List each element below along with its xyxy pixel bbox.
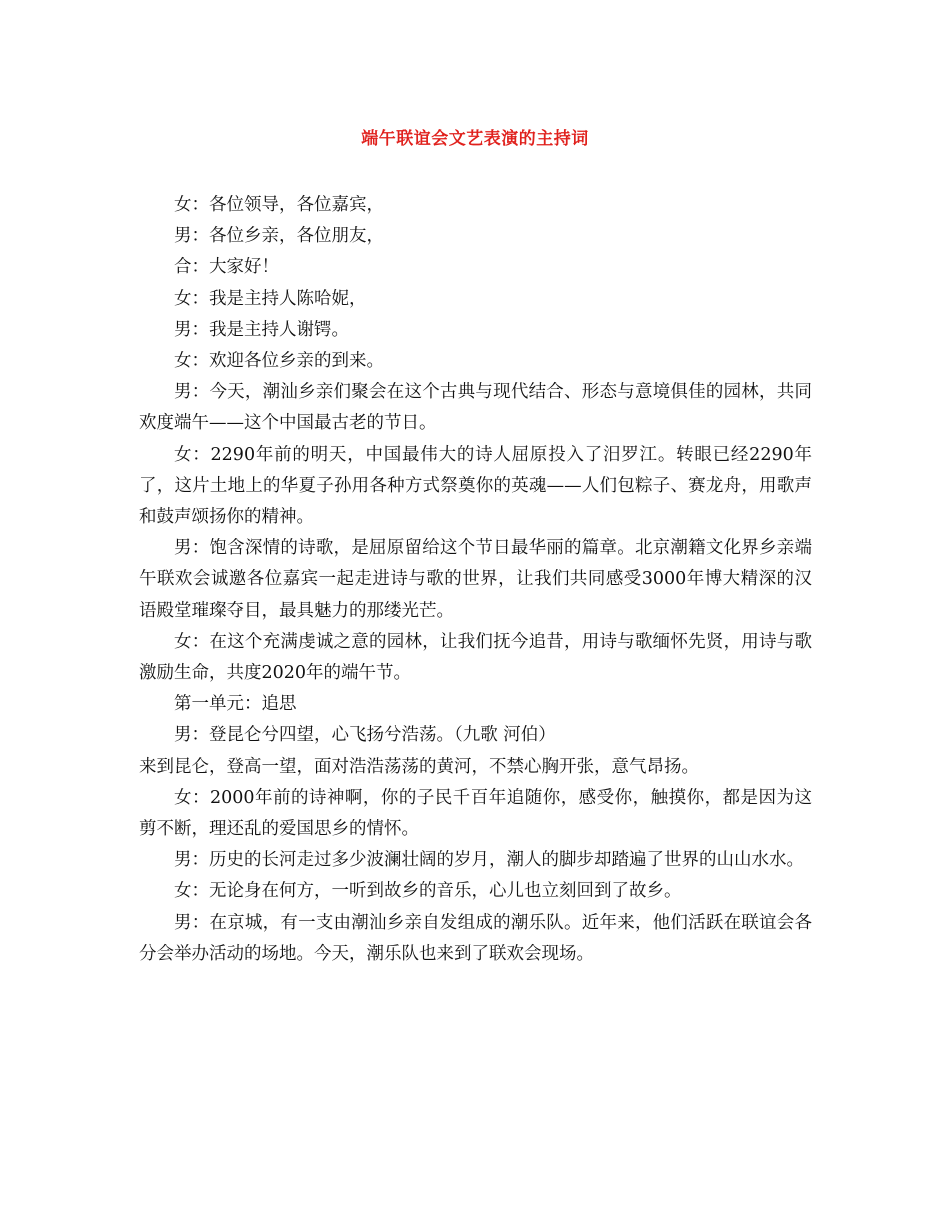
paragraph: 合：大家好！ xyxy=(174,257,279,278)
document-body xyxy=(139,190,812,970)
paragraph: 女：在这个充满虔诚之意的园林，让我们抚今追昔，用诗与歌缅怀先贤，用诗与歌激励生命，共度2020年的端午节。 xyxy=(139,631,812,684)
paragraph: 女：各位领导，各位嘉宾， xyxy=(174,195,384,215)
paragraph: 女：2290年前的明天，中国最伟大的诗人屈原投入了汨罗江。转眼已经2290年了，这片土地上的华夏子孙用各种方式祭奠你的英魂——人们包粽子、赛龙舟，用歌声和鼓声颂扬你的精神。 xyxy=(139,444,812,528)
paragraph: 男：饱含深情的诗歌，是屈原留给这个节日最华丽的篇章。北京潮籍文化界乡亲端午联欢会诚邀各位嘉宾一起走进诗与歌的世界，让我们共同感受3000年博大精深的汉语殿堂璀璨夺目，最具魅力的那缕光芒。 xyxy=(139,538,812,621)
paragraph: 男：登昆仑兮四望，心飞扬兮浩荡。（九歌 河伯） xyxy=(174,725,556,746)
paragraph: 来到昆仑，登高一望，面对浩浩荡荡的黄河，不禁心胸开张，意气昂扬。 xyxy=(139,756,699,777)
document-title: 端午联谊会文艺表演的主持词 xyxy=(361,129,589,149)
paragraph: 男：各位乡亲，各位朋友， xyxy=(174,226,384,247)
paragraph: 男：历史的长河走过多少波澜壮阔的岁月，潮人的脚步却踏遍了世界的山山水水。 xyxy=(174,850,804,871)
paragraph: 男：今天，潮汕乡亲们聚会在这个古典与现代结合、形态与意境俱佳的园林，共同欢度端午——这个中国最古老的节日。 xyxy=(139,382,812,434)
paragraph: 第一单元：追思 xyxy=(174,694,297,715)
paragraph: 男：我是主持人谢锷。 xyxy=(174,319,349,340)
paragraph: 女：欢迎各位乡亲的到来。 xyxy=(174,351,384,372)
paragraph: 女：我是主持人陈哈妮， xyxy=(174,288,367,309)
paragraph: 女：2000年前的诗神啊，你的子民千百年追随你，感受你，触摸你，都是因为这剪不断，理还乱的爱国思乡的情怀。 xyxy=(139,787,812,840)
paragraph: 男：在京城，有一支由潮汕乡亲自发组成的潮乐队。近年来，他们活跃在联谊会各分会举办活动的场地。今天，潮乐队也来到了联欢会现场。 xyxy=(139,912,812,964)
paragraph: 女：无论身在何方，一听到故乡的音乐，心儿也立刻回到了故乡。 xyxy=(174,881,682,902)
